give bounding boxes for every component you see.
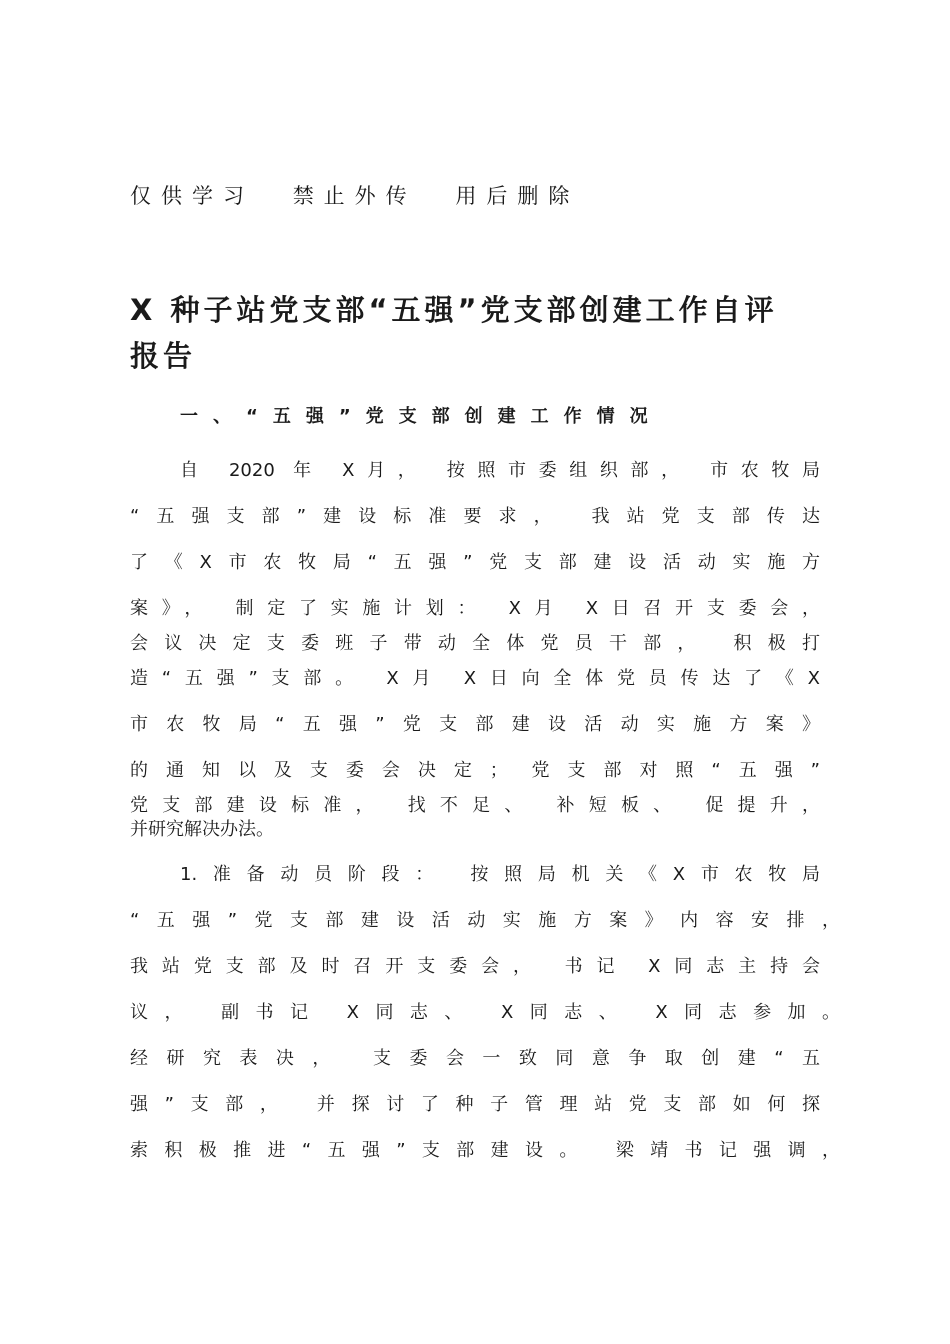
paragraph1-line: 自 2020 年 X月， 按照市委组织部， 市农牧局 <box>180 460 820 481</box>
notice-delete-after-use: 用后删除 <box>455 184 580 208</box>
notice-banner <box>130 180 601 210</box>
paragraph1-line: 党支部建设标准， 找不足、 补短板、 促提升， <box>130 795 820 816</box>
paragraph2-line: 我站党支部及时召开支委会， 书记 X同志主持会 <box>130 956 820 977</box>
paragraph1-line: “五强支部”建设标准要求， 我站党支部传达 <box>130 506 820 527</box>
notice-study-only: 仅供学习 <box>130 184 254 208</box>
paragraph2-line: “五强”党支部建设活动实施方案》内容安排， <box>130 910 840 931</box>
paragraph2-line: 经研究表决， 支委会一致同意争取创建“五 <box>130 1048 820 1069</box>
document-title-line-1: X 种子站党支部“五强”党支部创建工作自评 <box>130 293 778 327</box>
document-title-line-2: 报告 <box>130 339 197 373</box>
section-heading: 一、“五强”党支部创建工作情况 <box>180 406 663 427</box>
paragraph1-line: 市农牧局“五强”党支部建设活动实施方案》 <box>130 714 820 735</box>
notice-no-distribution: 禁止外传 <box>292 184 417 208</box>
paragraph2-line: 1.准备动员阶段： 按照局机关《X市农牧局 <box>180 864 820 885</box>
paragraph1-line: 并研究解决办法。 <box>130 819 274 840</box>
paragraph1-line: 会议决定支委班子带动全体党员干部， 积极打 <box>130 633 820 654</box>
paragraph2-line: 强”支部， 并探讨了种子管理站党支部如何探 <box>130 1094 820 1115</box>
paragraph1-line: 造“五强”支部。 X月 X日向全体党员传达了《X <box>130 668 820 689</box>
paragraph1-line: 了《X市农牧局“五强”党支部建设活动实施方 <box>130 552 820 573</box>
paragraph1-line: 的通知以及支委会决定； 党支部对照“五强” <box>130 760 820 781</box>
paragraph2-line: 议， 副书记 X同志、 X同志、 X同志参加。 <box>130 1002 840 1023</box>
paragraph1-line: 案》， 制定了实施计划： X月 X日召开支委会， <box>130 598 820 619</box>
paragraph2-line: 索积极推进“五强”支部建设。 梁靖书记强调， <box>130 1140 840 1161</box>
